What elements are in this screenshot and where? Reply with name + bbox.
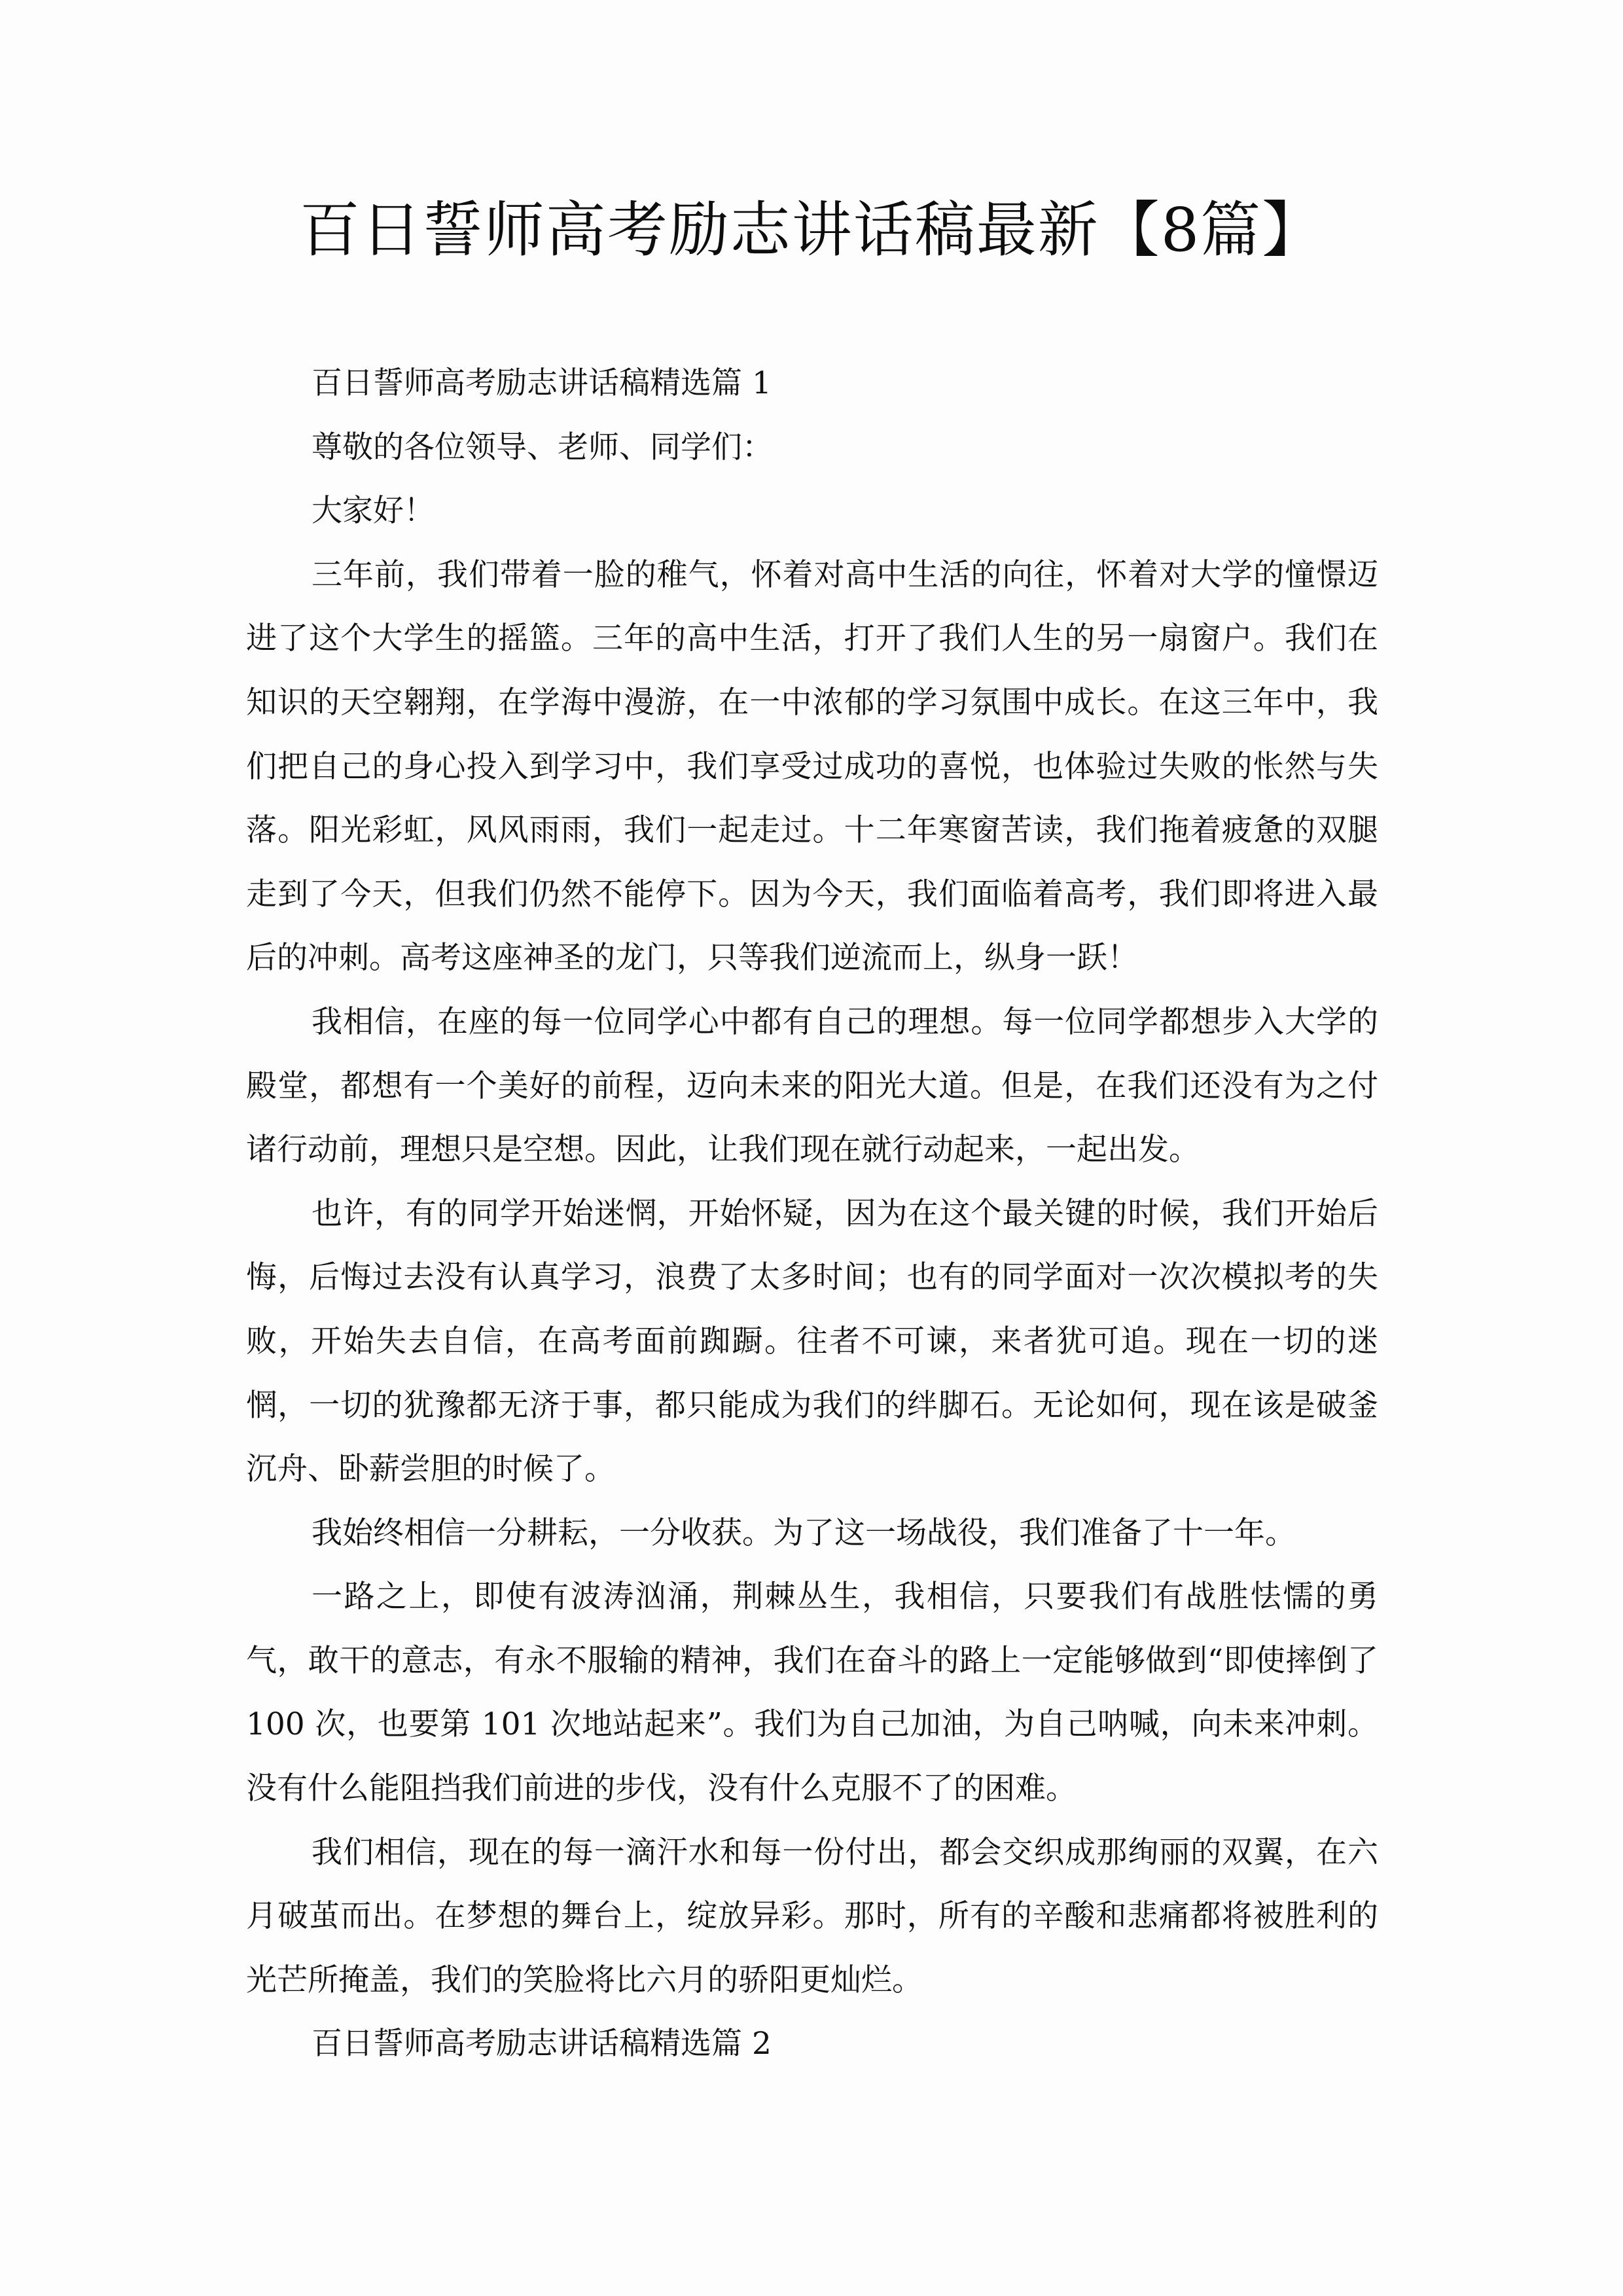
paragraph: 我们相信，现在的每一滴汗水和每一份付出，都会交织成那绚丽的双翼，在六月破茧而出。在梦想的舞台上，绽放异彩。那时，所有的辛酸和悲痛都将被胜利的光芒所掩盖，我们的笑脸将比六月的骄阳更灿烂。 — [246, 1834, 1378, 1998]
greeting: 大家好！ — [312, 493, 435, 529]
salutation: 尊敬的各位领导、老师、同学们： — [312, 429, 773, 465]
paragraph: 一路之上，即使有波涛汹涌，荆棘丛生，我相信，只要我们有战胜怯懦的勇气，敢干的意志，有永不服输的精神，我们在奋斗的路上一定能够做到“即使摔倒了 100 次，也要第 101 次地站起来”。我们为自己加油，为自己呐喊，向未来冲刺。没有什么能阻挡我们前进的步伐，没有什么克服不了的困难。 — [246, 1579, 1378, 1807]
document-title: 百日誓师高考励志讲话稿最新【8篇】 — [299, 195, 1324, 265]
paragraph: 我相信，在座的每一位同学心中都有自己的理想。每一位同学都想步入大学的殿堂，都想有一个美好的前程，迈向未来的阳光大道。但是，在我们还没有为之付诸行动前，理想只是空想。因此，让我们现在就行动起来，一起出发。 — [246, 1003, 1378, 1168]
document-body — [246, 351, 1378, 2076]
section-heading-2: 百日誓师高考励志讲话稿精选篇 2 — [312, 2026, 772, 2062]
section-heading-1: 百日誓师高考励志讲话稿精选篇 1 — [312, 365, 772, 401]
paragraph: 也许，有的同学开始迷惘，开始怀疑，因为在这个最关键的时候，我们开始后悔，后悔过去没有认真学习，浪费了太多时间；也有的同学面对一次次模拟考的失败，开始失去自信，在高考面前踟蹰。往者不可谏，来者犹可追。现在一切的迷惘，一切的犹豫都无济于事，都只能成为我们的绊脚石。无论如何，现在该是破釜沉舟、卧薪尝胆的时候了。 — [246, 1195, 1378, 1488]
paragraph: 三年前，我们带着一脸的稚气，怀着对高中生活的向往，怀着对大学的憧憬迈进了这个大学生的摇篮。三年的高中生活，打开了我们人生的另一扇窗户。我们在知识的天空翱翔，在学海中漫游，在一中浓郁的学习氛围中成长。在这三年中，我们把自己的身心投入到学习中，我们享受过成功的喜悦，也体验过失败的怅然与失落。阳光彩虹，风风雨雨，我们一起走过。十二年寒窗苦读，我们拖着疲惫的双腿走到了今天，但我们仍然不能停下。因为今天，我们面临着高考，我们即将进入最后的冲刺。高考这座神圣的龙门，只等我们逆流而上，纵身一跃！ — [246, 556, 1378, 977]
paragraph: 我始终相信一分耕耘，一分收获。为了这一场战役，我们准备了十一年。 — [312, 1515, 1296, 1551]
